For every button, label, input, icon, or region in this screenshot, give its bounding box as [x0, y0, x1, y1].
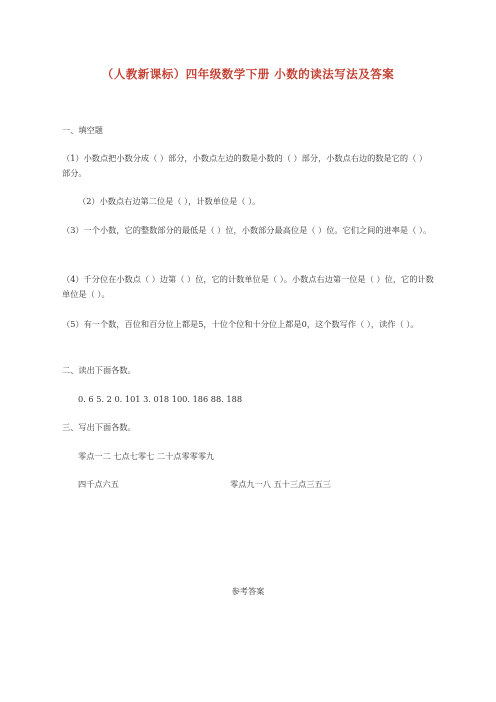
question-1: （1）小数点把小数分成（ ）部分，小数点左边的数是小数的（ ）部分，小数点右边的数是它的（ ）部分。: [62, 153, 428, 178]
section-read-numbers-heading: 二、读出下面各数。: [62, 365, 136, 375]
write-numbers-row-2-right: 零点九一八 五十三点三五三: [230, 479, 331, 489]
question-3: （3）一个小数，它的整数部分的最低是（ ）位，小数部分最高位是（ ）位。它们之间的进率是（ ）。: [62, 225, 432, 235]
answer-key-heading: 参考答案: [231, 586, 265, 596]
write-numbers-row-2-left: 四千点六五: [78, 479, 119, 489]
section-write-numbers-heading: 三、写出下面各数。: [62, 422, 136, 432]
question-4: （4）千分位在小数点（ ）边第（ ）位，它的计数单位是（ ）。小数点右边第一位是（ ）位，它的计数单位是（ ）。: [62, 274, 434, 299]
read-numbers-list: 0. 6 5. 2 0. 101 3. 018 100. 186 88. 188: [78, 394, 243, 404]
write-numbers-row-1: 零点一二 七点七零七 二十点零零零九: [78, 451, 215, 461]
question-5: （5）有一个数，百位和百分位上都是5，十位个位和十分位上都是0，这个数写作（ ），读作（ ）。: [62, 319, 419, 329]
document-title: （人教新课标）四年级数学下册 小数的读法写法及答案: [101, 67, 395, 81]
question-2: （2）小数点右边第二位是（ ），计数单位是（ ）。: [78, 196, 261, 206]
section-fill-blank-heading: 一、填空题: [62, 125, 103, 135]
